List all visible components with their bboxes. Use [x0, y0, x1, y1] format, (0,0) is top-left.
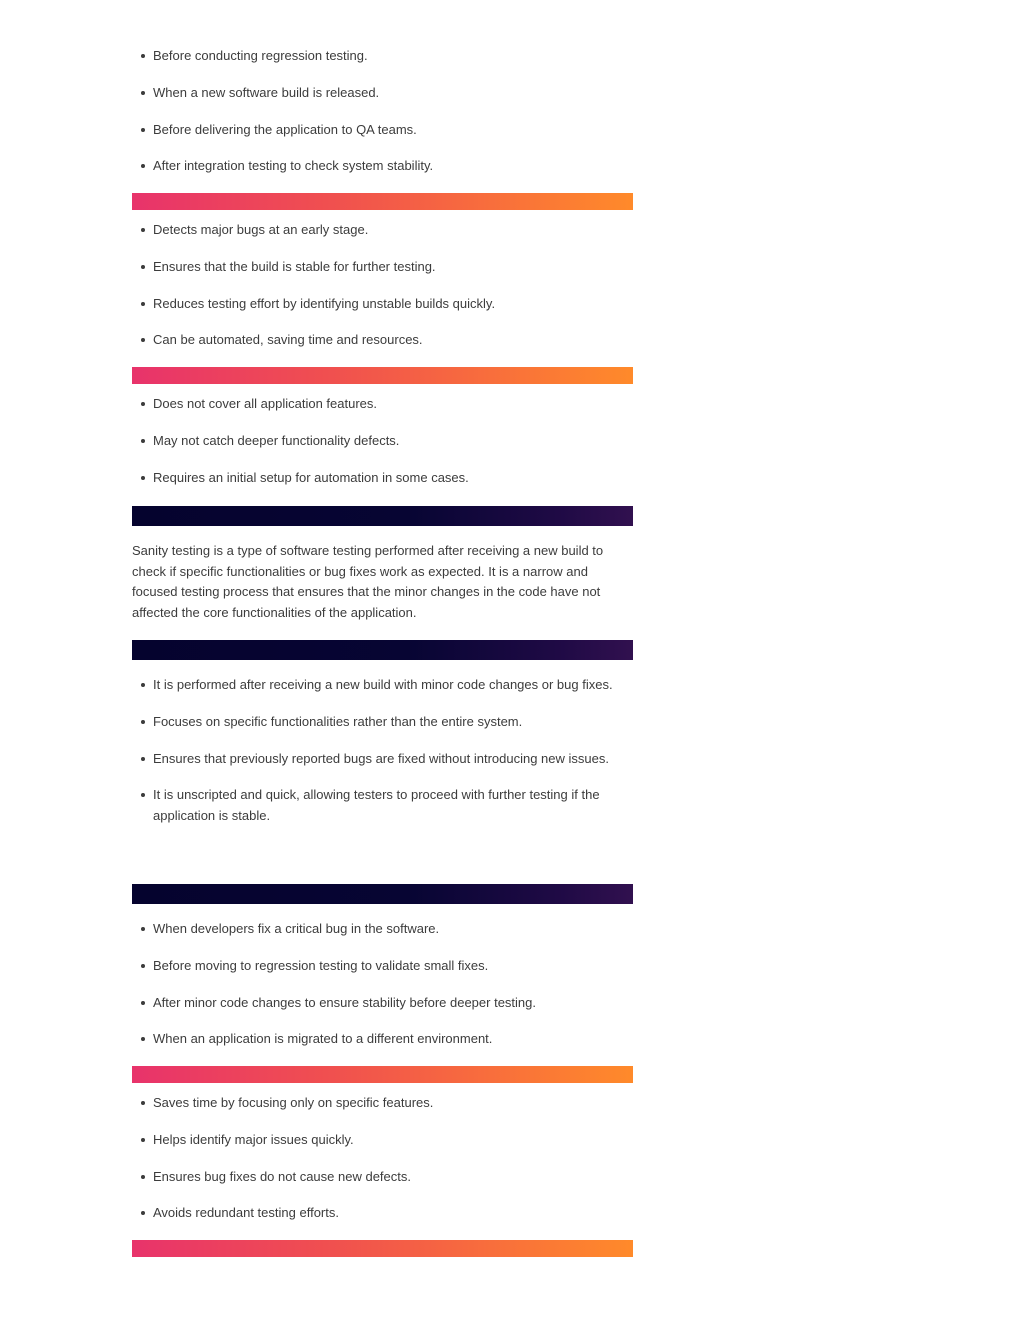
- section-heading-bar: [132, 193, 633, 210]
- list-item: May not catch deeper functionality defects.: [132, 431, 633, 452]
- section-heading-bar: [132, 884, 633, 904]
- sanity-intro-paragraph: Sanity testing is a type of software testing performed after receiving a new build to check if specific functionalities or bug fixes work as expected. It is a narrow and focused testing process that ensures that the minor changes in the code have not affected the core functionalities of the application.: [132, 543, 604, 620]
- section-heading-bar: [132, 1240, 633, 1257]
- list-item: Ensures that the build is stable for further testing.: [132, 257, 633, 278]
- list-item: Before conducting regression testing.: [132, 46, 633, 67]
- list-item: Before moving to regression testing to validate small fixes.: [132, 956, 633, 977]
- list-item: Can be automated, saving time and resources.: [132, 330, 633, 351]
- section-heading-bar: [132, 640, 633, 660]
- list-smoke-when: [132, 46, 633, 177]
- list-item: Helps identify major issues quickly.: [132, 1130, 633, 1151]
- list-item: It is unscripted and quick, allowing testers to proceed with further testing if the application is stable.: [132, 785, 633, 826]
- list-item: After minor code changes to ensure stability before deeper testing.: [132, 993, 633, 1014]
- list-sanity-features: [132, 675, 633, 826]
- list-item: When a new software build is released.: [132, 83, 633, 104]
- list-item: Avoids redundant testing efforts.: [132, 1203, 633, 1224]
- list-item: Ensures that previously reported bugs are fixed without introducing new issues.: [132, 749, 633, 770]
- list-item: Before delivering the application to QA teams.: [132, 120, 633, 141]
- list-sanity-when: [132, 919, 633, 1050]
- section-heading-bar: [132, 1066, 633, 1083]
- list-sanity-advantages: [132, 1093, 633, 1224]
- section-heading-bar: [132, 506, 633, 526]
- list-item: After integration testing to check system stability.: [132, 156, 633, 177]
- list-item: Ensures bug fixes do not cause new defects.: [132, 1167, 633, 1188]
- list-smoke-limitations: [132, 394, 633, 488]
- list-item: When an application is migrated to a different environment.: [132, 1029, 633, 1050]
- list-smoke-advantages: [132, 220, 633, 351]
- list-item: Requires an initial setup for automation in some cases.: [132, 468, 633, 489]
- list-item: When developers fix a critical bug in the software.: [132, 919, 633, 940]
- section-heading-bar: [132, 367, 633, 384]
- list-item: Reduces testing effort by identifying unstable builds quickly.: [132, 294, 633, 315]
- list-item: Saves time by focusing only on specific features.: [132, 1093, 633, 1114]
- list-item: It is performed after receiving a new build with minor code changes or bug fixes.: [132, 675, 633, 696]
- list-item: Does not cover all application features.: [132, 394, 633, 415]
- list-item: Detects major bugs at an early stage.: [132, 220, 633, 241]
- list-item: Focuses on specific functionalities rather than the entire system.: [132, 712, 633, 733]
